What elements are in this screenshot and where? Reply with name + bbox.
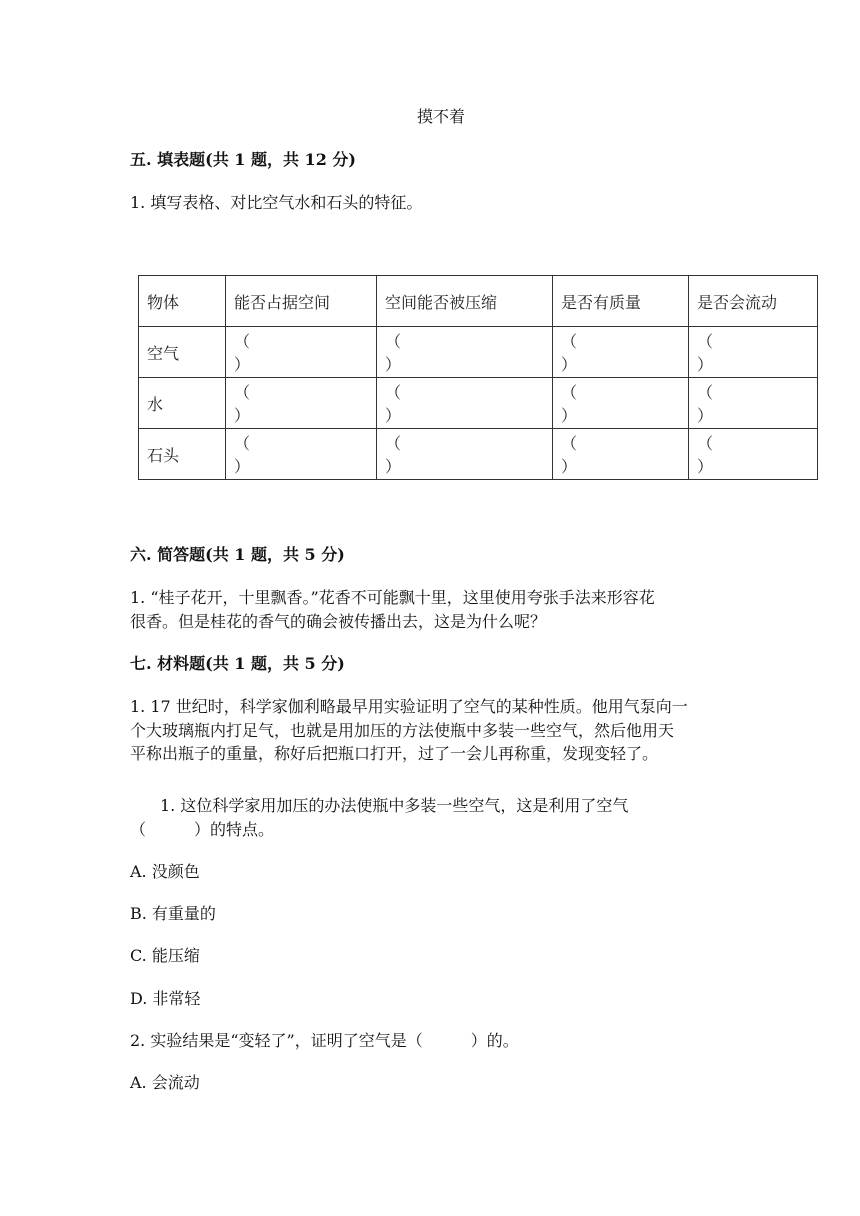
option-b: B. 有重量的 xyxy=(130,904,216,923)
section6-heading: 六. 简答题(共 1 题，共 5 分) xyxy=(130,545,345,564)
answer-blank[interactable]: （） xyxy=(689,327,818,378)
section6-question-line: 1. “桂子花开，十里飘香。”花香不可能飘十里，这里使用夸张手法来形容花 xyxy=(130,588,655,607)
table-header-cell: 是否会流动 xyxy=(689,276,818,327)
answer-blank[interactable]: （） xyxy=(553,327,689,378)
section6-question-line: 很香。但是桂花的香气的确会被传播出去，这是为什么呢？ xyxy=(130,612,547,631)
option-c: C. 能压缩 xyxy=(130,946,200,965)
comparison-table xyxy=(138,275,818,480)
row-label: 水 xyxy=(139,378,226,429)
table-header-row xyxy=(139,276,818,327)
row-label: 石头 xyxy=(139,429,226,480)
option-a: A. 没颜色 xyxy=(130,862,200,881)
table-row xyxy=(139,378,818,429)
answer-blank[interactable]: （） xyxy=(226,429,377,480)
answer-blank[interactable]: （） xyxy=(377,327,553,378)
top-line-text: 摸不着 xyxy=(417,107,466,126)
table-header-cell: 空间能否被压缩 xyxy=(377,276,553,327)
table-header-cell: 能否占据空间 xyxy=(226,276,377,327)
section5-question: 1. 填写表格、对比空气水和石头的特征。 xyxy=(130,193,423,212)
table-header-cell: 物体 xyxy=(139,276,226,327)
subquestion-1-line: 1. 这位科学家用加压的办法使瓶中多装一些空气，这是利用了空气 xyxy=(160,796,629,815)
table-header-cell: 是否有质量 xyxy=(553,276,689,327)
material-text-line: 平称出瓶子的重量，称好后把瓶口打开，过了一会儿再称重，发现变轻了。 xyxy=(130,744,659,763)
answer-blank[interactable]: （） xyxy=(689,378,818,429)
answer-blank[interactable]: （） xyxy=(553,429,689,480)
option-d: D. 非常轻 xyxy=(130,989,201,1008)
material-text-line: 1. 17 世纪时，科学家伽利略最早用实验证明了空气的某种性质。他用气泵向一 xyxy=(130,697,688,716)
row-label: 空气 xyxy=(139,327,226,378)
section7-heading: 七. 材料题(共 1 题，共 5 分) xyxy=(130,654,345,673)
answer-blank[interactable]: （） xyxy=(377,378,553,429)
option-a: A. 会流动 xyxy=(130,1073,200,1092)
subquestion-2: 2. 实验结果是“变轻了”，证明了空气是（ ）的。 xyxy=(130,1031,519,1050)
answer-blank[interactable]: （） xyxy=(689,429,818,480)
answer-blank[interactable]: （） xyxy=(553,378,689,429)
table-row xyxy=(139,429,818,480)
material-text-line: 个大玻璃瓶内打足气，也就是用加压的方法使瓶中多装一些空气，然后他用天 xyxy=(130,721,675,740)
answer-blank[interactable]: （） xyxy=(226,378,377,429)
section5-heading: 五. 填表题(共 1 题，共 12 分) xyxy=(130,150,356,169)
answer-blank[interactable]: （） xyxy=(226,327,377,378)
answer-blank[interactable]: （） xyxy=(377,429,553,480)
table-row xyxy=(139,327,818,378)
subquestion-1-line: （ ）的特点。 xyxy=(130,820,275,839)
